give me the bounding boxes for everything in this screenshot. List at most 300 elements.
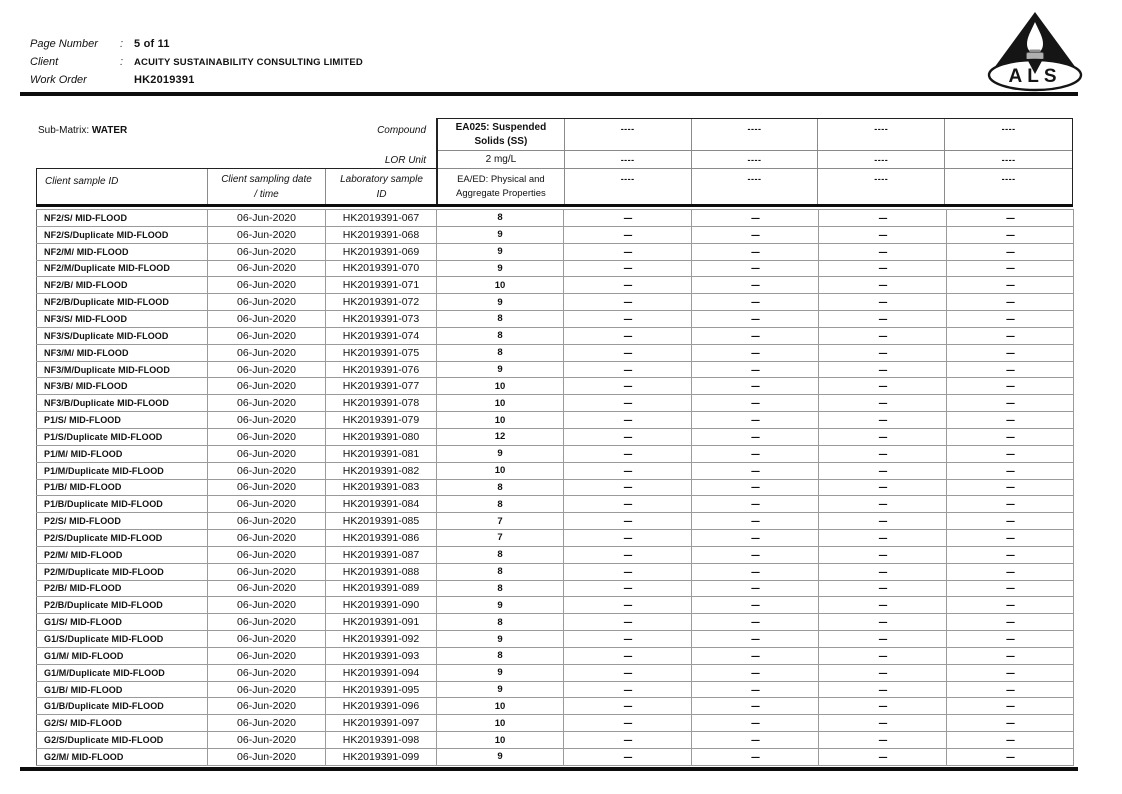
- empty-result-cell: ----: [947, 395, 1074, 412]
- client-sample-id-cell: G2/M/ MID-FLOOD: [37, 749, 208, 766]
- sampling-date-cell: 06-Jun-2020: [208, 210, 326, 227]
- sampling-date-cell: 06-Jun-2020: [208, 243, 326, 260]
- sampling-date-cell: 06-Jun-2020: [208, 361, 326, 378]
- lab-sample-id-cell: HK2019391-084: [326, 496, 437, 513]
- table-row: [37, 361, 1074, 378]
- result-value-cell: 8: [437, 563, 564, 580]
- result-value-cell: 8: [437, 479, 564, 496]
- empty-result-cell: ----: [564, 698, 692, 715]
- header-field-page-number: [30, 38, 590, 56]
- result-value-cell: 9: [437, 294, 564, 311]
- empty-result-cell: ----: [692, 243, 819, 260]
- als-logo-icon: [986, 6, 1086, 92]
- empty-method-cell: ----: [692, 169, 819, 207]
- empty-compound-cell: ----: [945, 119, 1072, 151]
- empty-result-cell: ----: [947, 344, 1074, 361]
- empty-lor-cell: ----: [945, 151, 1072, 169]
- sampling-date-cell: 06-Jun-2020: [208, 732, 326, 749]
- lab-sample-id-cell: HK2019391-091: [326, 614, 437, 631]
- sampling-date-cell: 06-Jun-2020: [208, 311, 326, 328]
- empty-result-cell: ----: [564, 344, 692, 361]
- sampling-date-cell: 06-Jun-2020: [208, 277, 326, 294]
- client-sample-id-cell: P2/S/ MID-FLOOD: [37, 513, 208, 530]
- table-row: [37, 681, 1074, 698]
- table-header-rule: [36, 204, 1073, 207]
- client-sample-id-cell: G2/S/Duplicate MID-FLOOD: [37, 732, 208, 749]
- result-value-cell: 10: [437, 395, 564, 412]
- empty-result-cell: ----: [692, 294, 819, 311]
- field-value: 5 of 11: [134, 38, 170, 50]
- result-value-cell: 10: [437, 412, 564, 429]
- empty-result-cell: ----: [564, 631, 692, 648]
- empty-result-cell: ----: [947, 260, 1074, 277]
- result-value-cell: 8: [437, 210, 564, 227]
- empty-result-cell: ----: [692, 412, 819, 429]
- table-row: [37, 647, 1074, 664]
- result-value-cell: 9: [437, 597, 564, 614]
- client-sample-id-cell: NF2/B/ MID-FLOOD: [37, 277, 208, 294]
- empty-result-cell: ----: [947, 327, 1074, 344]
- empty-result-cell: ----: [692, 698, 819, 715]
- empty-result-cell: ----: [692, 445, 819, 462]
- sampling-date-cell: 06-Jun-2020: [208, 294, 326, 311]
- table-row: [37, 732, 1074, 749]
- sub-matrix-label: Sub-Matrix:: [38, 125, 90, 136]
- client-sample-id-cell: P1/M/ MID-FLOOD: [37, 445, 208, 462]
- empty-result-cell: ----: [819, 412, 947, 429]
- client-sample-id-cell: P2/B/ MID-FLOOD: [37, 580, 208, 597]
- result-value-cell: 8: [437, 327, 564, 344]
- client-sample-id-cell: G1/M/ MID-FLOOD: [37, 647, 208, 664]
- empty-result-cell: ----: [564, 378, 692, 395]
- lab-sample-id-cell: HK2019391-096: [326, 698, 437, 715]
- lab-sample-id-cell: HK2019391-079: [326, 412, 437, 429]
- empty-result-cell: ----: [947, 597, 1074, 614]
- empty-result-cell: ----: [947, 614, 1074, 631]
- lab-sample-id-cell: HK2019391-075: [326, 344, 437, 361]
- empty-result-cell: ----: [564, 462, 692, 479]
- empty-result-cell: ----: [819, 243, 947, 260]
- result-value-cell: 10: [437, 277, 564, 294]
- client-sample-id-cell: P2/M/Duplicate MID-FLOOD: [37, 563, 208, 580]
- empty-result-cell: ----: [564, 210, 692, 227]
- empty-result-cell: ----: [564, 563, 692, 580]
- empty-result-cell: ----: [692, 226, 819, 243]
- empty-result-cell: ----: [692, 210, 819, 227]
- lab-sample-id-cell: HK2019391-099: [326, 749, 437, 766]
- table-row: [37, 698, 1074, 715]
- client-sample-id-cell: P2/B/Duplicate MID-FLOOD: [37, 597, 208, 614]
- sampling-date-cell: 06-Jun-2020: [208, 479, 326, 496]
- client-sample-id-cell: P1/S/ MID-FLOOD: [37, 412, 208, 429]
- table-row: [37, 580, 1074, 597]
- lab-sample-id-cell: HK2019391-071: [326, 277, 437, 294]
- als-logo: [986, 6, 1086, 92]
- empty-result-cell: ----: [819, 226, 947, 243]
- empty-result-cell: ----: [564, 681, 692, 698]
- empty-result-cell: ----: [692, 580, 819, 597]
- result-value-cell: 9: [437, 749, 564, 766]
- empty-result-cell: ----: [947, 749, 1074, 766]
- empty-lor-cell: ----: [565, 151, 692, 169]
- empty-compound-cell: ----: [565, 119, 692, 151]
- table-row: [37, 311, 1074, 328]
- empty-result-cell: ----: [947, 647, 1074, 664]
- table-row: [37, 563, 1074, 580]
- table-row: [37, 749, 1074, 766]
- table-row: [37, 664, 1074, 681]
- empty-result-cell: ----: [947, 530, 1074, 547]
- lab-sample-id-cell: HK2019391-098: [326, 732, 437, 749]
- empty-result-cell: ----: [692, 479, 819, 496]
- client-sample-id-cell: NF3/B/ MID-FLOOD: [37, 378, 208, 395]
- client-sample-id-cell: NF2/M/Duplicate MID-FLOOD: [37, 260, 208, 277]
- client-sample-id-cell: P2/S/Duplicate MID-FLOOD: [37, 530, 208, 547]
- empty-result-cell: ----: [692, 530, 819, 547]
- sampling-date-cell: 06-Jun-2020: [208, 462, 326, 479]
- table-row: [37, 243, 1074, 260]
- empty-result-cell: ----: [692, 395, 819, 412]
- table-row: [37, 395, 1074, 412]
- empty-result-cell: ----: [692, 597, 819, 614]
- empty-result-cell: ----: [819, 327, 947, 344]
- empty-result-cell: ----: [947, 732, 1074, 749]
- lab-sample-id-cell: HK2019391-085: [326, 513, 437, 530]
- lab-sample-id-cell: HK2019391-090: [326, 597, 437, 614]
- empty-result-cell: ----: [564, 294, 692, 311]
- result-value-cell: 8: [437, 311, 564, 328]
- result-value-cell: 7: [437, 513, 564, 530]
- lab-sample-id-cell: HK2019391-069: [326, 243, 437, 260]
- table-row: [37, 530, 1074, 547]
- empty-result-cell: ----: [819, 563, 947, 580]
- field-label: Work Order: [30, 74, 87, 86]
- empty-result-cell: ----: [564, 277, 692, 294]
- sampling-date-cell: 06-Jun-2020: [208, 226, 326, 243]
- results-table: [36, 209, 1074, 766]
- empty-compound-cell: ----: [692, 119, 819, 151]
- empty-result-cell: ----: [947, 563, 1074, 580]
- empty-result-cell: ----: [819, 344, 947, 361]
- empty-result-cell: ----: [947, 277, 1074, 294]
- result-value-cell: 9: [437, 226, 564, 243]
- empty-result-cell: ----: [692, 277, 819, 294]
- sampling-date-cell: 06-Jun-2020: [208, 378, 326, 395]
- table-row: [37, 614, 1074, 631]
- empty-result-cell: ----: [947, 698, 1074, 715]
- field-label: Page Number: [30, 38, 98, 50]
- empty-result-cell: ----: [947, 681, 1074, 698]
- client-sample-id-cell: G1/S/ MID-FLOOD: [37, 614, 208, 631]
- result-value-cell: 8: [437, 496, 564, 513]
- sampling-date-cell: 06-Jun-2020: [208, 496, 326, 513]
- empty-result-cell: ----: [564, 311, 692, 328]
- empty-result-cell: ----: [819, 647, 947, 664]
- empty-result-cell: ----: [564, 361, 692, 378]
- empty-result-cell: ----: [692, 378, 819, 395]
- empty-result-cell: ----: [692, 327, 819, 344]
- client-sample-id-cell: NF3/B/Duplicate MID-FLOOD: [37, 395, 208, 412]
- client-sample-id-cell: P1/S/Duplicate MID-FLOOD: [37, 428, 208, 445]
- sampling-date-cell: 06-Jun-2020: [208, 681, 326, 698]
- empty-result-cell: ----: [819, 277, 947, 294]
- table-row: [37, 479, 1074, 496]
- sample-columns-header: [36, 168, 436, 206]
- client-sample-id-cell: NF2/S/ MID-FLOOD: [37, 210, 208, 227]
- table-row: [37, 631, 1074, 648]
- sampling-date-cell: 06-Jun-2020: [208, 327, 326, 344]
- empty-result-cell: ----: [692, 681, 819, 698]
- empty-result-cell: ----: [692, 513, 819, 530]
- result-value-cell: 9: [437, 631, 564, 648]
- table-row: [37, 445, 1074, 462]
- empty-result-cell: ----: [692, 631, 819, 648]
- sampling-date-cell: 06-Jun-2020: [208, 749, 326, 766]
- empty-result-cell: ----: [819, 428, 947, 445]
- empty-result-cell: ----: [564, 479, 692, 496]
- col-header-lab-sample-id: Laboratory sample ID: [340, 174, 423, 200]
- empty-result-cell: ----: [819, 614, 947, 631]
- sampling-date-cell: 06-Jun-2020: [208, 260, 326, 277]
- lab-sample-id-cell: HK2019391-089: [326, 580, 437, 597]
- lab-sample-id-cell: HK2019391-074: [326, 327, 437, 344]
- empty-result-cell: ----: [947, 361, 1074, 378]
- empty-lor-cell: ----: [692, 151, 819, 169]
- lab-sample-id-cell: HK2019391-073: [326, 311, 437, 328]
- client-sample-id-cell: NF3/S/ MID-FLOOD: [37, 311, 208, 328]
- empty-result-cell: ----: [692, 428, 819, 445]
- field-separator: :: [120, 56, 124, 68]
- sampling-date-cell: 06-Jun-2020: [208, 344, 326, 361]
- empty-result-cell: ----: [819, 361, 947, 378]
- empty-result-cell: ----: [564, 732, 692, 749]
- lab-sample-id-cell: HK2019391-097: [326, 715, 437, 732]
- empty-result-cell: ----: [947, 243, 1074, 260]
- table-row: [37, 378, 1074, 395]
- empty-result-cell: ----: [564, 546, 692, 563]
- sampling-date-cell: 06-Jun-2020: [208, 546, 326, 563]
- lab-sample-id-cell: HK2019391-093: [326, 647, 437, 664]
- empty-result-cell: ----: [692, 344, 819, 361]
- empty-result-cell: ----: [692, 361, 819, 378]
- empty-result-cell: ----: [692, 715, 819, 732]
- empty-result-cell: ----: [947, 479, 1074, 496]
- table-row: [37, 260, 1074, 277]
- lab-sample-id-cell: HK2019391-094: [326, 664, 437, 681]
- empty-result-cell: ----: [819, 681, 947, 698]
- client-sample-id-cell: G1/M/Duplicate MID-FLOOD: [37, 664, 208, 681]
- empty-result-cell: ----: [819, 631, 947, 648]
- client-sample-id-cell: NF2/S/Duplicate MID-FLOOD: [37, 226, 208, 243]
- empty-result-cell: ----: [947, 462, 1074, 479]
- empty-result-cell: ----: [947, 664, 1074, 681]
- table-row: [37, 496, 1074, 513]
- result-value-cell: 10: [437, 462, 564, 479]
- empty-result-cell: ----: [819, 294, 947, 311]
- empty-result-cell: ----: [564, 530, 692, 547]
- lab-sample-id-cell: HK2019391-083: [326, 479, 437, 496]
- table-row: [37, 327, 1074, 344]
- client-sample-id-cell: NF3/M/Duplicate MID-FLOOD: [37, 361, 208, 378]
- empty-result-cell: ----: [947, 445, 1074, 462]
- empty-result-cell: ----: [564, 395, 692, 412]
- sampling-date-cell: 06-Jun-2020: [208, 647, 326, 664]
- client-sample-id-cell: P1/M/Duplicate MID-FLOOD: [37, 462, 208, 479]
- result-value-cell: 9: [437, 681, 564, 698]
- client-sample-id-cell: G1/B/ MID-FLOOD: [37, 681, 208, 698]
- empty-result-cell: ----: [692, 749, 819, 766]
- empty-result-cell: ----: [692, 546, 819, 563]
- client-sample-id-cell: G2/S/ MID-FLOOD: [37, 715, 208, 732]
- empty-result-cell: ----: [692, 732, 819, 749]
- lab-sample-id-cell: HK2019391-087: [326, 546, 437, 563]
- analyte-compound-cell: EA025: Suspended Solids (SS): [438, 119, 565, 151]
- table-row: [37, 210, 1074, 227]
- empty-result-cell: ----: [692, 462, 819, 479]
- sub-matrix: [38, 125, 127, 136]
- empty-result-cell: ----: [947, 311, 1074, 328]
- empty-result-cell: ----: [819, 445, 947, 462]
- result-value-cell: 9: [437, 664, 564, 681]
- empty-result-cell: ----: [692, 614, 819, 631]
- empty-result-cell: ----: [564, 496, 692, 513]
- result-value-cell: 8: [437, 647, 564, 664]
- field-separator: :: [120, 38, 124, 50]
- header-field-client: [30, 56, 590, 74]
- lab-sample-id-cell: HK2019391-072: [326, 294, 437, 311]
- empty-result-cell: ----: [819, 378, 947, 395]
- result-value-cell: 12: [437, 428, 564, 445]
- result-value-cell: 9: [437, 361, 564, 378]
- empty-result-cell: ----: [819, 496, 947, 513]
- table-row: [37, 462, 1074, 479]
- lab-sample-id-cell: HK2019391-086: [326, 530, 437, 547]
- empty-result-cell: ----: [564, 513, 692, 530]
- table-row: [37, 715, 1074, 732]
- empty-result-cell: ----: [947, 546, 1074, 563]
- analyte-header-grid: [436, 118, 1073, 206]
- lab-sample-id-cell: HK2019391-081: [326, 445, 437, 462]
- result-value-cell: 10: [437, 732, 564, 749]
- empty-result-cell: ----: [947, 210, 1074, 227]
- sampling-date-cell: 06-Jun-2020: [208, 412, 326, 429]
- empty-result-cell: ----: [819, 311, 947, 328]
- empty-result-cell: ----: [564, 226, 692, 243]
- empty-result-cell: ----: [692, 664, 819, 681]
- lab-sample-id-cell: HK2019391-068: [326, 226, 437, 243]
- client-sample-id-cell: G1/S/Duplicate MID-FLOOD: [37, 631, 208, 648]
- empty-result-cell: ----: [819, 580, 947, 597]
- lor-unit-row-label: LOR Unit: [384, 155, 426, 166]
- client-sample-id-cell: P1/B/Duplicate MID-FLOOD: [37, 496, 208, 513]
- empty-result-cell: ----: [947, 378, 1074, 395]
- empty-method-cell: ----: [565, 169, 692, 207]
- empty-result-cell: ----: [819, 732, 947, 749]
- col-header-sampling-date: Client sampling date / time: [208, 169, 326, 205]
- header-field-work-order: [30, 74, 590, 92]
- empty-result-cell: ----: [692, 647, 819, 664]
- sampling-date-cell: 06-Jun-2020: [208, 580, 326, 597]
- result-value-cell: 10: [437, 698, 564, 715]
- empty-result-cell: ----: [819, 395, 947, 412]
- sampling-date-cell: 06-Jun-2020: [208, 698, 326, 715]
- result-value-cell: 10: [437, 378, 564, 395]
- empty-compound-cell: ----: [818, 119, 945, 151]
- empty-result-cell: ----: [564, 445, 692, 462]
- empty-result-cell: ----: [819, 749, 947, 766]
- empty-result-cell: ----: [692, 563, 819, 580]
- client-sample-id-cell: G1/B/Duplicate MID-FLOOD: [37, 698, 208, 715]
- lab-sample-id-cell: HK2019391-077: [326, 378, 437, 395]
- sampling-date-cell: 06-Jun-2020: [208, 614, 326, 631]
- empty-result-cell: ----: [564, 327, 692, 344]
- lab-sample-id-cell: HK2019391-082: [326, 462, 437, 479]
- table-row: [37, 412, 1074, 429]
- field-value: ACUITY SUSTAINABILITY CONSULTING LIMITED: [134, 57, 363, 68]
- field-label: Client: [30, 56, 59, 68]
- result-value-cell: 9: [437, 445, 564, 462]
- lab-sample-id-cell: HK2019391-078: [326, 395, 437, 412]
- header-rule: [20, 92, 1078, 96]
- empty-result-cell: ----: [819, 210, 947, 227]
- sampling-date-cell: 06-Jun-2020: [208, 664, 326, 681]
- empty-result-cell: ----: [947, 496, 1074, 513]
- lab-sample-id-cell: HK2019391-095: [326, 681, 437, 698]
- empty-result-cell: ----: [947, 412, 1074, 429]
- table-row: [37, 226, 1074, 243]
- empty-result-cell: ----: [564, 614, 692, 631]
- sampling-date-cell: 06-Jun-2020: [208, 530, 326, 547]
- sampling-date-cell: 06-Jun-2020: [208, 428, 326, 445]
- empty-result-cell: ----: [819, 597, 947, 614]
- lab-sample-id-cell: HK2019391-070: [326, 260, 437, 277]
- client-sample-id-cell: NF2/M/ MID-FLOOD: [37, 243, 208, 260]
- result-value-cell: 8: [437, 614, 564, 631]
- table-row: [37, 513, 1074, 530]
- table-row: [37, 344, 1074, 361]
- table-row: [37, 597, 1074, 614]
- result-value-cell: 8: [437, 546, 564, 563]
- table-row: [37, 277, 1074, 294]
- sub-matrix-value: WATER: [91, 125, 128, 136]
- sampling-date-cell: 06-Jun-2020: [208, 395, 326, 412]
- result-value-cell: 9: [437, 260, 564, 277]
- lab-sample-id-cell: HK2019391-092: [326, 631, 437, 648]
- empty-result-cell: ----: [819, 513, 947, 530]
- empty-result-cell: ----: [947, 513, 1074, 530]
- field-value: HK2019391: [134, 74, 195, 86]
- empty-result-cell: ----: [564, 597, 692, 614]
- empty-result-cell: ----: [819, 479, 947, 496]
- empty-result-cell: ----: [692, 260, 819, 277]
- empty-result-cell: ----: [819, 664, 947, 681]
- empty-result-cell: ----: [947, 428, 1074, 445]
- sampling-date-cell: 06-Jun-2020: [208, 631, 326, 648]
- table-row: [37, 294, 1074, 311]
- result-value-cell: 7: [437, 530, 564, 547]
- client-sample-id-cell: NF2/B/Duplicate MID-FLOOD: [37, 294, 208, 311]
- empty-result-cell: ----: [947, 294, 1074, 311]
- client-sample-id-cell: P1/B/ MID-FLOOD: [37, 479, 208, 496]
- sampling-date-cell: 06-Jun-2020: [208, 715, 326, 732]
- empty-result-cell: ----: [947, 580, 1074, 597]
- analyte-method-cell: EA/ED: Physical and Aggregate Properties: [438, 169, 565, 207]
- empty-result-cell: ----: [947, 226, 1074, 243]
- sampling-date-cell: 06-Jun-2020: [208, 597, 326, 614]
- client-sample-id-cell: P2/M/ MID-FLOOD: [37, 546, 208, 563]
- report-header: [30, 38, 590, 92]
- empty-result-cell: ----: [564, 243, 692, 260]
